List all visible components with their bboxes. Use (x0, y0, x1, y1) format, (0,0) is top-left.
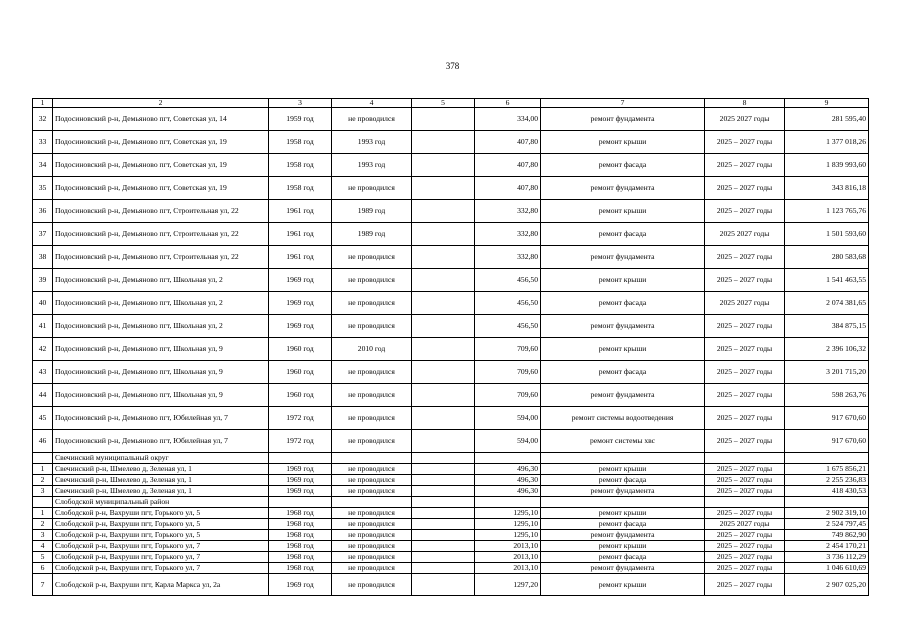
column-5-cell (412, 552, 475, 563)
work-type-cell: ремонт крыши (541, 574, 705, 596)
build-year-cell: 1961 год (269, 223, 332, 246)
area-cell: 456,50 (475, 315, 541, 338)
column-5-cell (412, 519, 475, 530)
cost-cell: 3 201 715,20 (785, 361, 869, 384)
build-year-cell: 1969 год (269, 269, 332, 292)
period-cell: 2025 2027 годы (705, 292, 785, 315)
table-row (33, 519, 869, 530)
work-type-cell: ремонт фасада (541, 154, 705, 177)
area-cell: 407,80 (475, 131, 541, 154)
column-5-cell (412, 430, 475, 453)
table-row (33, 177, 869, 200)
table-row (33, 407, 869, 430)
empty-cell (541, 497, 705, 508)
column-5-cell (412, 315, 475, 338)
period-cell: 2025 – 2027 годы (705, 407, 785, 430)
table-row (33, 430, 869, 453)
row-number: 4 (33, 541, 53, 552)
address-cell: Свечинский р-н, Шмелево д, Зеленая ул, 1 (53, 475, 269, 486)
work-type-cell: ремонт фасада (541, 361, 705, 384)
period-cell: 2025 – 2027 годы (705, 361, 785, 384)
table-row (33, 464, 869, 475)
table-row (33, 552, 869, 563)
last-repair-cell: не проводился (332, 407, 412, 430)
cost-cell: 1 123 765,76 (785, 200, 869, 223)
cost-cell: 2 255 236,83 (785, 475, 869, 486)
address-cell: Подосиновский р-н, Демьяново пгт, Советская ул, 19 (53, 131, 269, 154)
address-cell: Подосиновский р-н, Демьяново пгт, Юбилейная ул, 7 (53, 430, 269, 453)
area-cell: 332,80 (475, 200, 541, 223)
row-number: 34 (33, 154, 53, 177)
address-cell: Слободской р-н, Вахруши пгт, Горького ул, 7 (53, 563, 269, 574)
area-cell: 496,30 (475, 486, 541, 497)
table-row (33, 541, 869, 552)
column-5-cell (412, 246, 475, 269)
address-cell: Подосиновский р-н, Демьяново пгт, Советская ул, 19 (53, 154, 269, 177)
last-repair-cell: 2010 год (332, 338, 412, 361)
area-cell: 2013,10 (475, 552, 541, 563)
area-cell: 334,00 (475, 108, 541, 131)
last-repair-cell: не проводился (332, 530, 412, 541)
column-number: 2 (53, 99, 269, 108)
last-repair-cell: 1989 год (332, 200, 412, 223)
address-cell: Подосиновский р-н, Демьяново пгт, Школьная ул, 2 (53, 315, 269, 338)
build-year-cell: 1969 год (269, 292, 332, 315)
column-5-cell (412, 338, 475, 361)
column-number: 9 (785, 99, 869, 108)
table-row (33, 246, 869, 269)
column-5-cell (412, 177, 475, 200)
row-number: 44 (33, 384, 53, 407)
address-cell: Подосиновский р-н, Демьяново пгт, Строительная ул, 22 (53, 246, 269, 269)
build-year-cell: 1972 год (269, 430, 332, 453)
work-type-cell: ремонт фундамента (541, 563, 705, 574)
row-number: 6 (33, 563, 53, 574)
column-number: 6 (475, 99, 541, 108)
period-cell: 2025 – 2027 годы (705, 177, 785, 200)
work-type-cell: ремонт крыши (541, 269, 705, 292)
period-cell: 2025 – 2027 годы (705, 574, 785, 596)
column-number: 1 (33, 99, 53, 108)
work-type-cell: ремонт фундамента (541, 246, 705, 269)
table-body (33, 99, 869, 596)
area-cell: 1297,20 (475, 574, 541, 596)
cost-cell: 2 454 170,21 (785, 541, 869, 552)
table-row (33, 200, 869, 223)
column-5-cell (412, 384, 475, 407)
work-type-cell: ремонт фундамента (541, 530, 705, 541)
last-repair-cell: не проводился (332, 563, 412, 574)
empty-cell (33, 497, 53, 508)
cost-cell: 749 862,90 (785, 530, 869, 541)
cost-cell: 1 046 610,69 (785, 563, 869, 574)
address-cell: Слободской р-н, Вахруши пгт, Горького ул, 5 (53, 530, 269, 541)
cost-cell: 2 902 319,10 (785, 508, 869, 519)
cost-cell: 281 595,40 (785, 108, 869, 131)
cost-cell: 418 430,53 (785, 486, 869, 497)
last-repair-cell: не проводился (332, 292, 412, 315)
cost-cell: 384 875,15 (785, 315, 869, 338)
row-number: 1 (33, 464, 53, 475)
address-cell: Слободской р-н, Вахруши пгт, Горького ул, 5 (53, 508, 269, 519)
last-repair-cell: 1993 год (332, 131, 412, 154)
cost-cell: 917 670,60 (785, 407, 869, 430)
last-repair-cell: не проводился (332, 541, 412, 552)
row-number: 43 (33, 361, 53, 384)
section-title: Слободской муниципальный район (53, 497, 269, 508)
work-type-cell: ремонт крыши (541, 541, 705, 552)
row-number: 33 (33, 131, 53, 154)
table-row (33, 108, 869, 131)
area-cell: 594,00 (475, 430, 541, 453)
area-cell: 456,50 (475, 292, 541, 315)
column-5-cell (412, 475, 475, 486)
column-5-cell (412, 223, 475, 246)
address-cell: Слободской р-н, Вахруши пгт, Карла Маркса ул, 2а (53, 574, 269, 596)
empty-cell (705, 497, 785, 508)
build-year-cell: 1969 год (269, 315, 332, 338)
column-5-cell (412, 154, 475, 177)
work-type-cell: ремонт системы водоотведения (541, 407, 705, 430)
column-number: 7 (541, 99, 705, 108)
last-repair-cell: не проводился (332, 552, 412, 563)
last-repair-cell: 1993 год (332, 154, 412, 177)
work-type-cell: ремонт фасада (541, 552, 705, 563)
area-cell: 407,80 (475, 154, 541, 177)
column-number: 5 (412, 99, 475, 108)
work-type-cell: ремонт крыши (541, 338, 705, 361)
period-cell: 2025 – 2027 годы (705, 246, 785, 269)
table-row (33, 574, 869, 596)
column-number: 8 (705, 99, 785, 108)
area-cell: 2013,10 (475, 541, 541, 552)
period-cell: 2025 – 2027 годы (705, 508, 785, 519)
build-year-cell: 1958 год (269, 154, 332, 177)
work-type-cell: ремонт крыши (541, 508, 705, 519)
row-number: 40 (33, 292, 53, 315)
period-cell: 2025 – 2027 годы (705, 530, 785, 541)
build-year-cell: 1968 год (269, 552, 332, 563)
period-cell: 2025 – 2027 годы (705, 315, 785, 338)
cost-cell: 3 736 112,29 (785, 552, 869, 563)
work-type-cell: ремонт системы хвс (541, 430, 705, 453)
row-number: 45 (33, 407, 53, 430)
area-cell: 1295,10 (475, 530, 541, 541)
work-type-cell: ремонт фундамента (541, 108, 705, 131)
last-repair-cell: не проводился (332, 384, 412, 407)
cost-cell: 917 670,60 (785, 430, 869, 453)
last-repair-cell: не проводился (332, 315, 412, 338)
row-number: 36 (33, 200, 53, 223)
period-cell: 2025 – 2027 годы (705, 552, 785, 563)
area-cell: 2013,10 (475, 563, 541, 574)
address-cell: Слободской р-н, Вахруши пгт, Горького ул, 5 (53, 519, 269, 530)
cost-cell: 1 675 856,21 (785, 464, 869, 475)
column-5-cell (412, 530, 475, 541)
build-year-cell: 1968 год (269, 519, 332, 530)
table-row (33, 508, 869, 519)
address-cell: Слободской р-н, Вахруши пгт, Горького ул, 7 (53, 552, 269, 563)
row-number: 35 (33, 177, 53, 200)
empty-cell (541, 453, 705, 464)
column-5-cell (412, 563, 475, 574)
area-cell: 1295,10 (475, 508, 541, 519)
work-type-cell: ремонт крыши (541, 131, 705, 154)
last-repair-cell: не проводился (332, 361, 412, 384)
empty-cell (705, 453, 785, 464)
cost-cell: 280 583,68 (785, 246, 869, 269)
table-row (33, 475, 869, 486)
cost-cell: 1 377 018,26 (785, 131, 869, 154)
column-5-cell (412, 508, 475, 519)
column-5-cell (412, 269, 475, 292)
build-year-cell: 1969 год (269, 574, 332, 596)
work-type-cell: ремонт фундамента (541, 384, 705, 407)
column-number: 4 (332, 99, 412, 108)
empty-cell (33, 453, 53, 464)
cost-cell: 343 816,18 (785, 177, 869, 200)
period-cell: 2025 – 2027 годы (705, 154, 785, 177)
empty-cell (475, 497, 541, 508)
period-cell: 2025 – 2027 годы (705, 338, 785, 361)
table-row (33, 563, 869, 574)
cost-cell: 1 839 993,60 (785, 154, 869, 177)
last-repair-cell: не проводился (332, 246, 412, 269)
last-repair-cell: не проводился (332, 464, 412, 475)
build-year-cell: 1958 год (269, 177, 332, 200)
section-title: Свечинский муниципальный округ (53, 453, 269, 464)
period-cell: 2025 2027 годы (705, 223, 785, 246)
table-row (33, 384, 869, 407)
area-cell: 332,80 (475, 223, 541, 246)
column-5-cell (412, 541, 475, 552)
capital-repair-table (32, 98, 869, 596)
work-type-cell: ремонт фундамента (541, 177, 705, 200)
build-year-cell: 1958 год (269, 131, 332, 154)
work-type-cell: ремонт фундамента (541, 486, 705, 497)
last-repair-cell: не проводился (332, 508, 412, 519)
period-cell: 2025 – 2027 годы (705, 541, 785, 552)
empty-cell (269, 497, 332, 508)
last-repair-cell: не проводился (332, 108, 412, 131)
table-row (33, 223, 869, 246)
build-year-cell: 1972 год (269, 407, 332, 430)
column-5-cell (412, 131, 475, 154)
period-cell: 2025 – 2027 годы (705, 269, 785, 292)
area-cell: 709,60 (475, 361, 541, 384)
empty-cell (269, 453, 332, 464)
work-type-cell: ремонт фасада (541, 475, 705, 486)
column-5-cell (412, 200, 475, 223)
empty-cell (332, 497, 412, 508)
row-number: 1 (33, 508, 53, 519)
period-cell: 2025 – 2027 годы (705, 475, 785, 486)
last-repair-cell: не проводился (332, 486, 412, 497)
area-cell: 332,80 (475, 246, 541, 269)
address-cell: Подосиновский р-н, Демьяново пгт, Школьная ул, 2 (53, 269, 269, 292)
column-5-cell (412, 361, 475, 384)
table-row (33, 338, 869, 361)
build-year-cell: 1969 год (269, 475, 332, 486)
build-year-cell: 1969 год (269, 464, 332, 475)
empty-cell (785, 453, 869, 464)
period-cell: 2025 – 2027 годы (705, 131, 785, 154)
build-year-cell: 1959 год (269, 108, 332, 131)
column-5-cell (412, 574, 475, 596)
period-cell: 2025 – 2027 годы (705, 384, 785, 407)
row-number: 3 (33, 530, 53, 541)
build-year-cell: 1968 год (269, 563, 332, 574)
address-cell: Подосиновский р-н, Демьяново пгт, Юбилейная ул, 7 (53, 407, 269, 430)
cost-cell: 2 907 025,20 (785, 574, 869, 596)
row-number: 5 (33, 552, 53, 563)
build-year-cell: 1968 год (269, 530, 332, 541)
build-year-cell: 1968 год (269, 541, 332, 552)
work-type-cell: ремонт крыши (541, 200, 705, 223)
page-number: 378 (445, 61, 460, 71)
empty-cell (412, 497, 475, 508)
table-row (33, 315, 869, 338)
area-cell: 496,30 (475, 475, 541, 486)
area-cell: 594,00 (475, 407, 541, 430)
cost-cell: 2 074 381,65 (785, 292, 869, 315)
period-cell: 2025 – 2027 годы (705, 464, 785, 475)
period-cell: 2025 2027 годы (705, 519, 785, 530)
table-row (33, 530, 869, 541)
empty-cell (785, 497, 869, 508)
column-5-cell (412, 407, 475, 430)
column-5-cell (412, 108, 475, 131)
row-number: 46 (33, 430, 53, 453)
area-cell: 407,80 (475, 177, 541, 200)
table-row (33, 486, 869, 497)
area-cell: 456,50 (475, 269, 541, 292)
address-cell: Слободской р-н, Вахруши пгт, Горького ул, 7 (53, 541, 269, 552)
row-number: 32 (33, 108, 53, 131)
row-number: 2 (33, 475, 53, 486)
cost-cell: 598 263,76 (785, 384, 869, 407)
section-row (33, 497, 869, 508)
address-cell: Подосиновский р-н, Демьяново пгт, Школьная ул, 9 (53, 338, 269, 361)
empty-cell (412, 453, 475, 464)
table-row (33, 269, 869, 292)
address-cell: Подосиновский р-н, Демьяново пгт, Школьная ул, 9 (53, 361, 269, 384)
work-type-cell: ремонт фундамента (541, 315, 705, 338)
table-row (33, 292, 869, 315)
build-year-cell: 1968 год (269, 508, 332, 519)
area-cell: 1295,10 (475, 519, 541, 530)
period-cell: 2025 – 2027 годы (705, 486, 785, 497)
address-cell: Подосиновский р-н, Демьяново пгт, Строительная ул, 22 (53, 200, 269, 223)
last-repair-cell: не проводился (332, 177, 412, 200)
period-cell: 2025 – 2027 годы (705, 200, 785, 223)
last-repair-cell: не проводился (332, 430, 412, 453)
row-number: 38 (33, 246, 53, 269)
address-cell: Свечинский р-н, Шмелево д, Зеленая ул, 1 (53, 486, 269, 497)
build-year-cell: 1961 год (269, 200, 332, 223)
empty-cell (475, 453, 541, 464)
row-number: 2 (33, 519, 53, 530)
area-cell: 709,60 (475, 338, 541, 361)
build-year-cell: 1960 год (269, 338, 332, 361)
last-repair-cell: не проводился (332, 519, 412, 530)
column-5-cell (412, 464, 475, 475)
cost-cell: 1 501 593,60 (785, 223, 869, 246)
row-number: 39 (33, 269, 53, 292)
work-type-cell: ремонт фасада (541, 519, 705, 530)
build-year-cell: 1969 год (269, 486, 332, 497)
table-row (33, 154, 869, 177)
empty-cell (332, 453, 412, 464)
column-5-cell (412, 486, 475, 497)
area-cell: 709,60 (475, 384, 541, 407)
column-number-row (33, 99, 869, 108)
address-cell: Подосиновский р-н, Демьяново пгт, Советская ул, 19 (53, 177, 269, 200)
work-type-cell: ремонт фасада (541, 223, 705, 246)
last-repair-cell: 1989 год (332, 223, 412, 246)
address-cell: Подосиновский р-н, Демьяново пгт, Советская ул, 14 (53, 108, 269, 131)
row-number: 3 (33, 486, 53, 497)
address-cell: Подосиновский р-н, Демьяново пгт, Строительная ул, 22 (53, 223, 269, 246)
work-type-cell: ремонт фасада (541, 292, 705, 315)
address-cell: Свечинский р-н, Шмелево д, Зеленая ул, 1 (53, 464, 269, 475)
cost-cell: 2 396 106,32 (785, 338, 869, 361)
last-repair-cell: не проводился (332, 269, 412, 292)
period-cell: 2025 2027 годы (705, 108, 785, 131)
work-type-cell: ремонт крыши (541, 464, 705, 475)
area-cell: 496,30 (475, 464, 541, 475)
column-5-cell (412, 292, 475, 315)
period-cell: 2025 – 2027 годы (705, 430, 785, 453)
row-number: 42 (33, 338, 53, 361)
build-year-cell: 1961 год (269, 246, 332, 269)
build-year-cell: 1960 год (269, 361, 332, 384)
table-row (33, 131, 869, 154)
row-number: 37 (33, 223, 53, 246)
last-repair-cell: не проводился (332, 574, 412, 596)
last-repair-cell: не проводился (332, 475, 412, 486)
address-cell: Подосиновский р-н, Демьяново пгт, Школьная ул, 2 (53, 292, 269, 315)
cost-cell: 2 524 797,45 (785, 519, 869, 530)
section-row (33, 453, 869, 464)
build-year-cell: 1960 год (269, 384, 332, 407)
row-number: 7 (33, 574, 53, 596)
cost-cell: 1 541 463,55 (785, 269, 869, 292)
address-cell: Подосиновский р-н, Демьяново пгт, Школьная ул, 9 (53, 384, 269, 407)
column-number: 3 (269, 99, 332, 108)
row-number: 41 (33, 315, 53, 338)
table-row (33, 361, 869, 384)
period-cell: 2025 – 2027 годы (705, 563, 785, 574)
